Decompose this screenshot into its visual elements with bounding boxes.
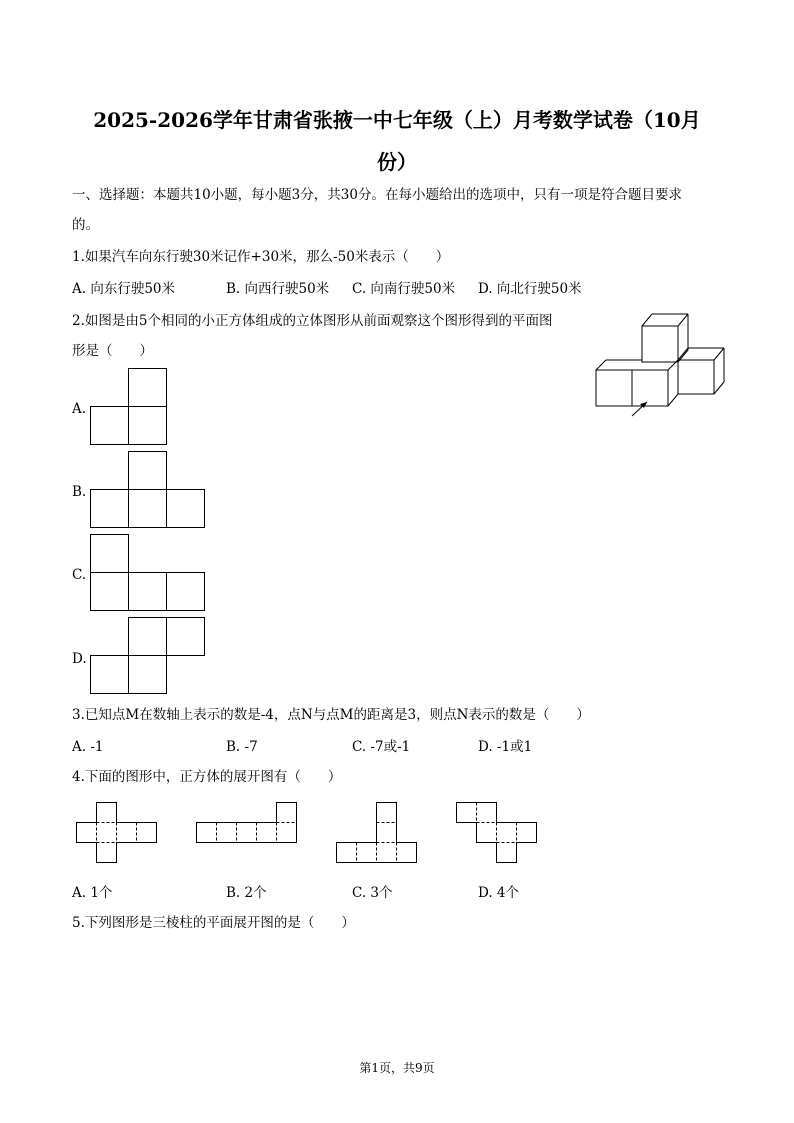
question-3-stem: 3.已知点M在数轴上表示的数是-4，点N与点M的距离是3，则点N表示的数是（ ） [72, 707, 590, 723]
question-2-stem-continued: 形是（ ） [72, 343, 153, 359]
question-1-option-c: C. 向南行驶50米 [352, 281, 456, 297]
question-3-option-b: B. -7 [226, 739, 258, 755]
question-1-option-d: D. 向北行驶50米 [478, 281, 582, 297]
question-3-option-a: A. -1 [72, 739, 104, 755]
question-2-stem: 2.如图是由5个相同的小正方体组成的立体图形从前面观察这个图形得到的平面图 [72, 313, 553, 329]
page-footer: 第1页，共9页 [359, 1061, 435, 1075]
question-4-option-a: A. 1个 [72, 885, 113, 901]
question-4-stem: 4.下面的图形中，正方体的展开图有（ ） [72, 769, 342, 785]
question-1-stem: 1.如果汽车向东行驶30米记作+30米，那么-50米表示（ ） [72, 249, 450, 265]
question-4-net-1 [75, 802, 159, 866]
question-4-option-b: B. 2个 [226, 885, 267, 901]
question-2-option-b-figure [89, 451, 207, 531]
question-4-net-2 [195, 802, 299, 846]
question-2-cube-figure [590, 308, 725, 423]
question-4-option-c: C. 3个 [352, 885, 393, 901]
question-4-net-4 [455, 802, 539, 866]
question-3-option-d: D. -1或1 [478, 739, 533, 755]
question-1-option-b: B. 向西行驶50米 [226, 281, 330, 297]
question-5-stem: 5.下列图形是三棱柱的平面展开图的是（ ） [72, 915, 355, 931]
question-2-option-a-label: A. [72, 401, 87, 417]
page-title-continued: 份） [377, 150, 417, 174]
question-2-option-c-label: C. [72, 567, 87, 583]
page-title: 2025-2026学年甘肃省张掖一中七年级（上）月考数学试卷（10月 [93, 108, 701, 132]
section-heading: 一、选择题：本题共10小题，每小题3分，共30分。在每小题给出的选项中，只有一项是符合题目要求 [72, 187, 682, 203]
question-2-option-d-figure [89, 617, 207, 697]
question-2-option-b-label: B. [72, 484, 87, 500]
question-1-option-a: A. 向东行驶50米 [72, 281, 176, 297]
question-2-option-a-figure [89, 368, 169, 448]
question-2-option-c-figure [89, 534, 207, 614]
question-4-option-d: D. 4个 [478, 885, 520, 901]
question-4-net-3 [335, 802, 419, 866]
question-3-option-c: C. -7或-1 [352, 739, 411, 755]
section-heading-continued: 的。 [72, 217, 99, 233]
question-2-option-d-label: D. [72, 651, 87, 667]
